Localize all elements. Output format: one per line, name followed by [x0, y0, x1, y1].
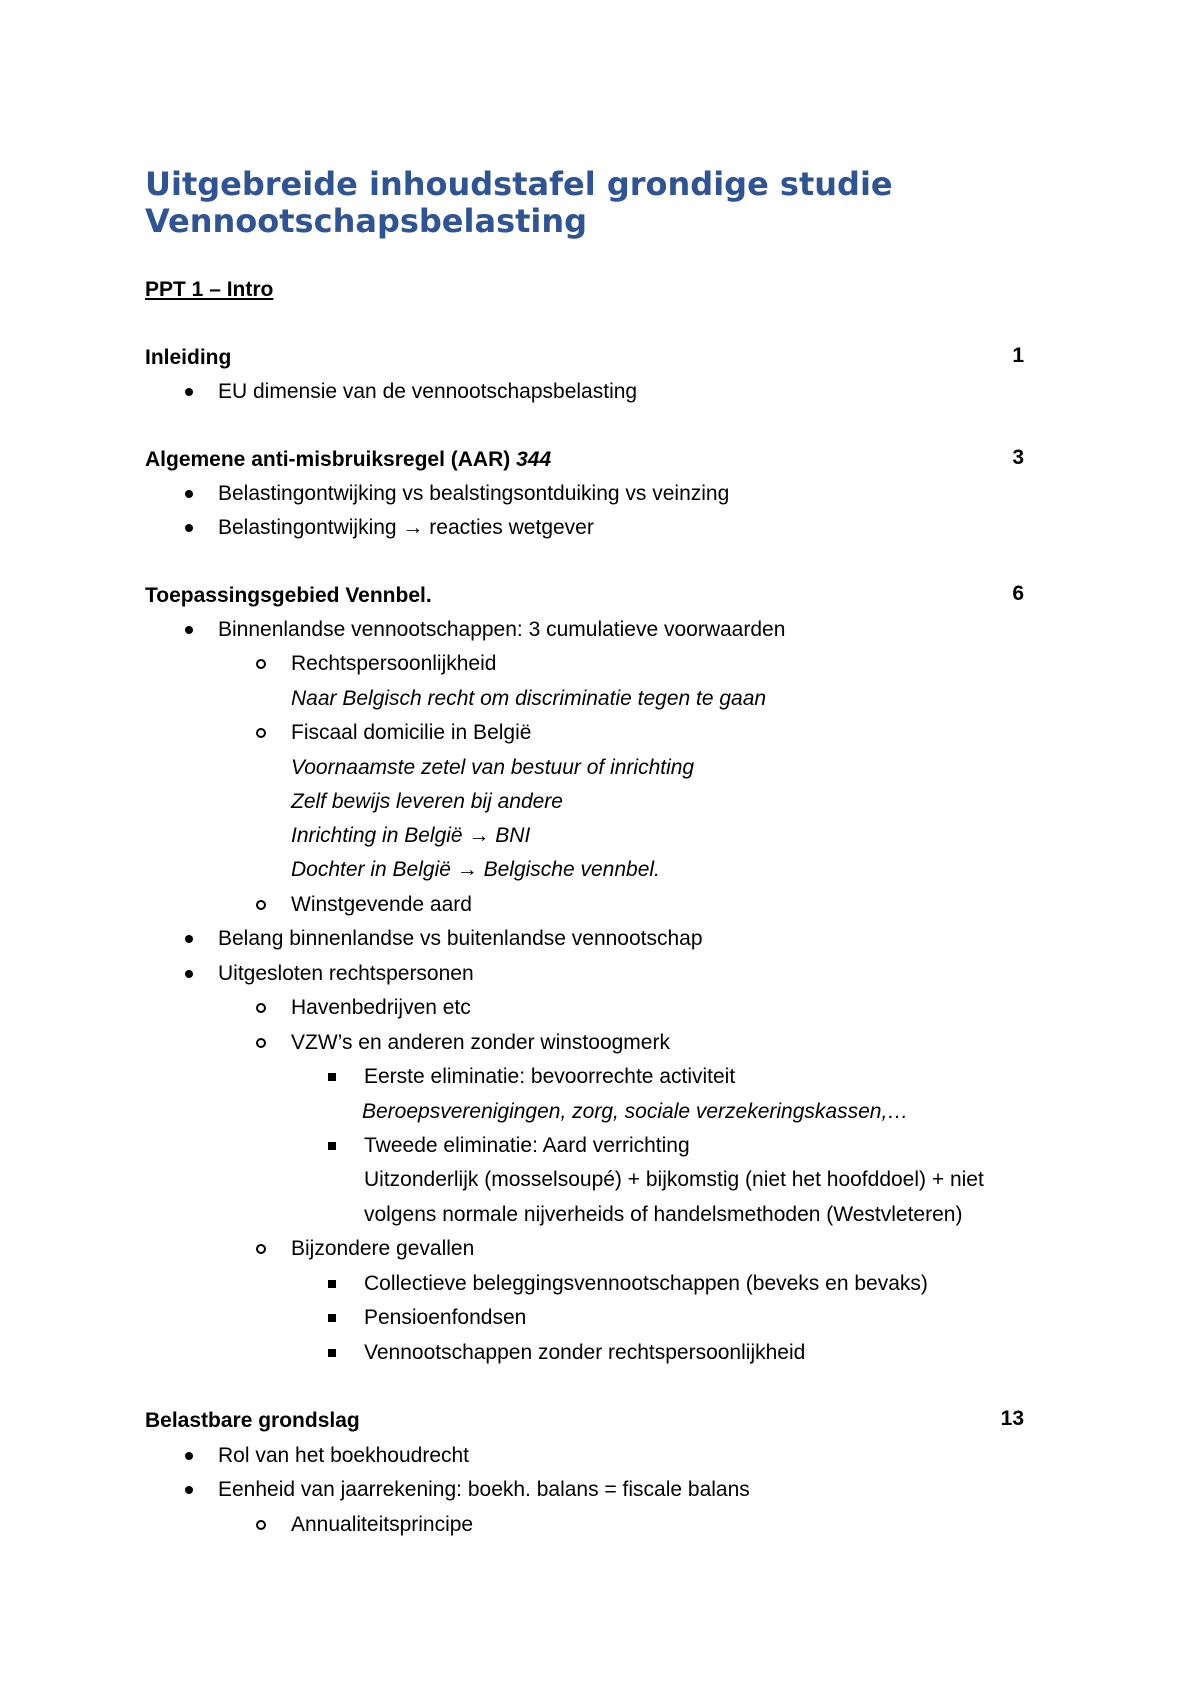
list-item: EU dimensie van de vennootschapsbelasting [218, 380, 638, 403]
page-number-inleiding: 1 [1012, 344, 1024, 367]
bullet-icon [185, 960, 193, 988]
square-bullet-icon [328, 1132, 336, 1160]
list-item: Annualiteitsprincipe [291, 1513, 474, 1536]
list-item: Bijzondere gevallen [291, 1237, 475, 1260]
section-heading-grondslag: Belastbare grondslag [145, 1409, 360, 1432]
bullet-icon [185, 1442, 193, 1470]
section-heading-inleiding: Inleiding [145, 346, 232, 369]
list-item: Fiscaal domicilie in België [291, 721, 532, 744]
circle-bullet-icon [256, 1511, 266, 1539]
page-number-toepassing: 6 [1012, 582, 1024, 605]
body-text: volgens normale nijverheids of handelsmethoden (Westvleteren) [364, 1203, 963, 1226]
list-item: Collectieve beleggingsvennootschappen (beveks en bevaks) [364, 1272, 928, 1295]
bullet-icon [185, 514, 193, 542]
ppt-heading: PPT 1 – Intro [145, 278, 274, 301]
page-number-grondslag: 13 [1000, 1407, 1024, 1430]
note-text: Dochter in België → Belgische vennbel. [291, 858, 660, 881]
title-line-1: Uitgebreide inhoudstafel grondige studie [145, 165, 893, 203]
circle-bullet-icon [256, 1029, 266, 1057]
bullet-icon [185, 616, 193, 644]
note-text: Inrichting in België → BNI [291, 824, 531, 847]
circle-bullet-icon [256, 650, 266, 678]
list-item: VZW’s en anderen zonder winstoogmerk [291, 1031, 670, 1054]
note-text: Beroepsverenigingen, zorg, sociale verzekeringskassen,… [362, 1100, 909, 1123]
list-item: Belastingontwijking vs bealstingsontduiking vs veinzing [218, 482, 730, 505]
document-title [145, 166, 893, 240]
bullet-icon [185, 1476, 193, 1504]
section-heading-toepassing: Toepassingsgebied Vennbel. [145, 584, 432, 607]
heading-text: Algemene anti-misbruiksregel (AAR) [145, 448, 517, 471]
square-bullet-icon [328, 1063, 336, 1091]
list-item: Havenbedrijven etc [291, 996, 471, 1019]
square-bullet-icon [328, 1339, 336, 1367]
list-item: Rechtspersoonlijkheid [291, 652, 497, 675]
list-item: Vennootschappen zonder rechtspersoonlijkheid [364, 1341, 806, 1364]
circle-bullet-icon [256, 891, 266, 919]
note-text: Voornaamste zetel van bestuur of inrichting [291, 756, 695, 779]
bullet-icon [185, 378, 193, 406]
page-number-aar: 3 [1012, 446, 1024, 469]
list-item: Binnenlandse vennootschappen: 3 cumulatieve voorwaarden [218, 618, 786, 641]
list-item: Belang binnenlandse vs buitenlandse vennootschap [218, 927, 703, 950]
list-item: Belastingontwijking → reacties wetgever [218, 516, 594, 539]
bullet-icon [185, 925, 193, 953]
list-item: Eerste eliminatie: bevoorrechte activiteit [364, 1065, 736, 1088]
square-bullet-icon [328, 1304, 336, 1332]
note-text: Zelf bewijs leveren bij andere [291, 790, 563, 813]
list-item: Eenheid van jaarrekening: boekh. balans = fiscale balans [218, 1478, 750, 1501]
circle-bullet-icon [256, 994, 266, 1022]
title-line-2: Vennootschapsbelasting [145, 202, 588, 240]
list-item: Winstgevende aard [291, 893, 472, 916]
list-item: Uitgesloten rechtspersonen [218, 962, 474, 985]
note-text: Naar Belgisch recht om discriminatie tegen te gaan [291, 687, 767, 710]
heading-number: 344 [516, 448, 552, 471]
list-item: Rol van het boekhoudrecht [218, 1444, 470, 1467]
circle-bullet-icon [256, 1235, 266, 1263]
section-heading-aar [145, 446, 551, 474]
body-text: Uitzonderlijk (mosselsoupé) + bijkomstig (niet het hoofddoel) + niet [364, 1168, 984, 1191]
square-bullet-icon [328, 1270, 336, 1298]
circle-bullet-icon [256, 719, 266, 747]
list-item: Tweede eliminatie: Aard verrichting [364, 1134, 690, 1157]
list-item: Pensioenfondsen [364, 1306, 527, 1329]
bullet-icon [185, 480, 193, 508]
